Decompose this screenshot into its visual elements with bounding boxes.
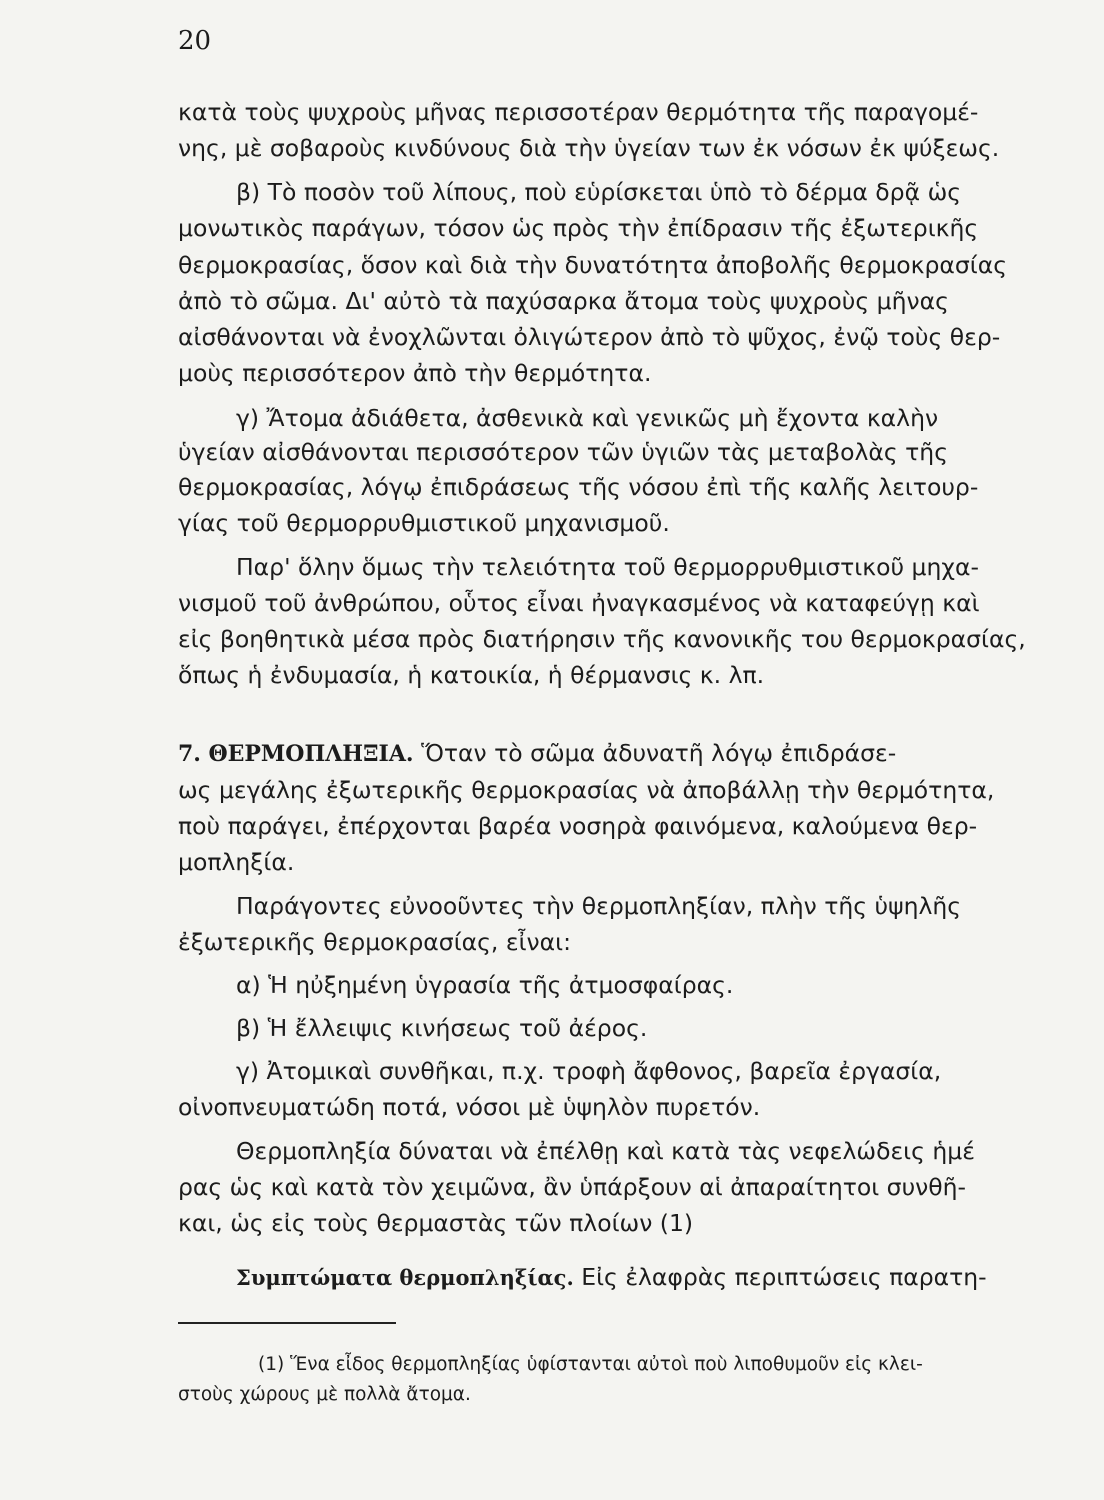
section-title: ΘΕΡΜΟΠΛΗΞΙΑ. — [208, 741, 414, 767]
text-line: ρας ὡς καὶ κατὰ τὸν χειμῶνα, ἂν ὑπάρξουν αἱ ἀπαραίτητοι συνθῆ- — [178, 1173, 967, 1201]
text-line: ποὺ παράγει, ἐπέρχονται βαρέα νοσηρὰ φαινόμενα, καλούμενα θερ- — [178, 812, 978, 840]
footnote-line: (1) Ἕνα εἶδος θερμοπληξίας ὑφίστανται αὐτοὶ ποὺ λιποθυμοῦν εἰς κλει- — [258, 1354, 923, 1375]
text-line: Παράγοντες εὐνοοῦντες τὴν θερμοπληξίαν, πλὴν τῆς ὑψηλῆς — [236, 892, 962, 920]
subheading-line — [236, 1262, 987, 1293]
text-line: κατὰ τοὺς ψυχροὺς μῆνας περισσοτέραν θερμότητα τῆς παραγομέ- — [178, 98, 979, 126]
text-line: εἰς βοηθητικὰ μέσα πρὸς διατήρησιν τῆς κανονικῆς του θερμοκρασίας, — [178, 625, 1026, 653]
text-line: γ) Ἄτομα ἀδιάθετα, ἀσθενικὰ καὶ γενικῶς μὴ ἔχοντα καλὴν — [236, 404, 939, 432]
subheading-text: Εἰς ἐλαφρὰς περιπτώσεις παρατη- — [581, 1263, 987, 1291]
text-line: και, ὡς εἰς τοὺς θερμαστὰς τῶν πλοίων (1) — [178, 1209, 694, 1237]
text-line: α) Ἡ ηὐξημένη ὑγρασία τῆς ἀτμοσφαίρας. — [236, 971, 734, 999]
text-line: οἰνοπνευματώδη ποτά, νόσοι μὲ ὑψηλὸν πυρετόν. — [178, 1093, 761, 1121]
section-heading-line — [178, 738, 896, 769]
text-line: β) Ἡ ἔλλειψις κινήσεως τοῦ ἀέρος. — [236, 1014, 648, 1042]
text-line: ὅπως ἡ ἐνδυμασία, ἡ κατοικία, ἡ θέρμανσις κ. λπ. — [178, 661, 765, 689]
text-line: αἰσθάνονται νὰ ἐνοχλῶνται ὀλιγώτερον ἀπὸ τὸ ψῦχος, ἐνῷ τοὺς θερ- — [178, 323, 1001, 351]
text-line: ἀπὸ τὸ σῶμα. Δι' αὐτὸ τὰ παχύσαρκα ἄτομα τοὺς ψυχροὺς μῆνας — [178, 287, 949, 315]
subheading-title: Συμπτώματα θερμοπληξίας. — [236, 1265, 574, 1290]
text-line: ως μεγάλης ἐξωτερικῆς θερμοκρασίας νὰ ἀποβάλλῃ τὴν θερμότητα, — [178, 776, 995, 804]
footnote-line: στοὺς χώρους μὲ πολλὰ ἄτομα. — [178, 1384, 471, 1405]
section-number: 7. — [178, 741, 201, 767]
text-line: μονωτικὸς παράγων, τόσον ὡς πρὸς τὴν ἐπίδρασιν τῆς ἐξωτερικῆς — [178, 214, 979, 242]
text-line: μοπληξία. — [178, 848, 295, 876]
text-line: θερμοκρασίας, λόγῳ ἐπιδράσεως τῆς νόσου ἐπὶ τῆς καλῆς λειτουρ- — [178, 473, 979, 501]
section-intro: Ὅταν τὸ σῶμα ἀδυνατῆ λόγῳ ἐπιδράσε- — [421, 739, 897, 767]
text-line: ὑγείαν αἰσθάνονται περισσότερον τῶν ὑγιῶν τὰς μεταβολὰς τῆς — [178, 438, 948, 466]
text-line: β) Τὸ ποσὸν τοῦ λίπους, ποὺ εὑρίσκεται ὑπὸ τὸ δέρμα δρᾷ ὡς — [236, 178, 962, 206]
text-line: γ) Ἀτομικαὶ συνθῆκαι, π.χ. τροφὴ ἄφθονος, βαρεῖα ἐργασία, — [236, 1057, 942, 1085]
text-line: γίας τοῦ θερμορρυθμιστικοῦ μηχανισμοῦ. — [178, 509, 670, 537]
page-number: 20 — [178, 26, 212, 56]
footnote-rule — [178, 1322, 396, 1324]
text-line: Παρ' ὅλην ὅμως τὴν τελειότητα τοῦ θερμορρυθμιστικοῦ μηχα- — [236, 553, 979, 581]
text-line: νισμοῦ τοῦ ἀνθρώπου, οὗτος εἶναι ἠναγκασμένος νὰ καταφεύγῃ καὶ — [178, 589, 980, 617]
text-line: θερμοκρασίας, ὅσον καὶ διὰ τὴν δυνατότητα ἀποβολῆς θερμοκρασίας — [178, 251, 1008, 279]
text-line: νης, μὲ σοβαροὺς κινδύνους διὰ τὴν ὑγείαν των ἐκ νόσων ἐκ ψύξεως. — [178, 134, 1000, 162]
text-line: Θερμοπληξία δύναται νὰ ἐπέλθῃ καὶ κατὰ τὰς νεφελώδεις ἡμέ — [236, 1137, 975, 1165]
text-line: ἐξωτερικῆς θερμοκρασίας, εἶναι: — [178, 928, 572, 956]
text-line: μοὺς περισσότερον ἀπὸ τὴν θερμότητα. — [178, 359, 652, 387]
